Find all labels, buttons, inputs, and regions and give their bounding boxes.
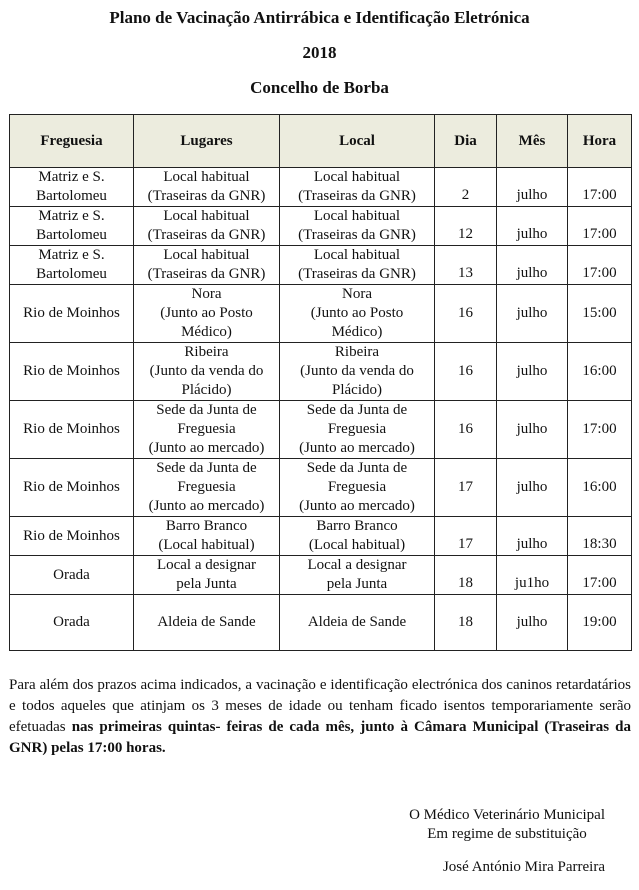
table-row bbox=[10, 595, 632, 651]
cell-lugares bbox=[134, 517, 280, 556]
cell-mes: julho bbox=[497, 459, 568, 517]
cell-lugares-line: Local habitual bbox=[163, 247, 250, 263]
cell-freguesia-line: Rio de Moinhos bbox=[23, 421, 120, 437]
cell-mes: julho bbox=[497, 207, 568, 246]
cell-local bbox=[280, 207, 435, 246]
cell-lugares bbox=[134, 401, 280, 459]
cell-lugares-line: Médico) bbox=[181, 324, 232, 340]
cell-lugares-line: Sede da Junta de bbox=[156, 402, 257, 418]
cell-lugares-line: Local habitual bbox=[163, 208, 250, 224]
cell-lugares-line: (Traseiras da GNR) bbox=[147, 266, 266, 282]
note-paragraph bbox=[9, 675, 631, 759]
table-row bbox=[10, 207, 632, 246]
cell-dia: 18 bbox=[435, 556, 497, 595]
cell-freguesia-line: Bartolomeu bbox=[36, 266, 107, 282]
cell-local-line: pela Junta bbox=[326, 576, 388, 592]
cell-lugares-line: Freguesia bbox=[177, 479, 236, 495]
cell-mes: julho bbox=[497, 246, 568, 285]
cell-freguesia-line: Matriz e S. bbox=[38, 169, 105, 185]
cell-local bbox=[280, 401, 435, 459]
cell-dia: 17 bbox=[435, 459, 497, 517]
cell-local-line: Barro Branco bbox=[316, 518, 398, 534]
table-row bbox=[10, 459, 632, 517]
signature-name: José António Mira Parreira bbox=[442, 859, 605, 875]
cell-freguesia bbox=[10, 246, 134, 285]
cell-freguesia-line: Matriz e S. bbox=[38, 247, 105, 263]
cell-dia: 2 bbox=[435, 168, 497, 207]
signature-role bbox=[409, 806, 605, 844]
cell-local-line: Médico) bbox=[331, 324, 383, 340]
schedule-table bbox=[9, 114, 632, 651]
cell-lugares-line: Barro Branco bbox=[165, 518, 248, 534]
cell-local-line: Local habitual bbox=[313, 247, 401, 263]
cell-local-line: (Junto da venda do bbox=[300, 363, 414, 379]
column-header-lugares: Lugares bbox=[134, 115, 280, 168]
cell-mes: julho bbox=[497, 343, 568, 401]
cell-local-line: Sede da Junta de bbox=[306, 460, 408, 476]
cell-local bbox=[280, 285, 435, 343]
signature-role-line1: O Médico Veterinário Municipal bbox=[409, 807, 605, 823]
cell-local-line: (Traseiras da GNR) bbox=[298, 188, 416, 204]
cell-freguesia-line: Rio de Moinhos bbox=[23, 363, 120, 379]
cell-local-line: (Junto ao Posto bbox=[310, 305, 404, 321]
cell-local-line: Ribeira bbox=[334, 344, 380, 360]
document-title: Plano de Vacinação Antirrábica e Identificação Eletrónica bbox=[109, 8, 530, 27]
cell-freguesia-line: Bartolomeu bbox=[36, 227, 107, 243]
cell-lugares bbox=[134, 459, 280, 517]
cell-mes: julho bbox=[497, 285, 568, 343]
cell-lugares-line: (Junto da venda do bbox=[149, 363, 264, 379]
cell-hora: 17:00 bbox=[568, 556, 632, 595]
cell-dia: 16 bbox=[435, 401, 497, 459]
cell-local-line: Freguesia bbox=[327, 479, 387, 495]
cell-freguesia bbox=[10, 556, 134, 595]
cell-lugares-line: Sede da Junta de bbox=[156, 460, 257, 476]
cell-local bbox=[280, 168, 435, 207]
cell-lugares-line: Plácido) bbox=[181, 382, 232, 398]
cell-local-line: Local habitual bbox=[313, 208, 401, 224]
cell-hora: 17:00 bbox=[568, 168, 632, 207]
cell-hora: 17:00 bbox=[568, 401, 632, 459]
table-header-row bbox=[10, 115, 632, 168]
cell-lugares-line: Local habitual bbox=[163, 169, 250, 185]
cell-local-line: Aldeia de Sande bbox=[307, 614, 407, 630]
cell-lugares-line: Nora bbox=[191, 286, 222, 302]
cell-freguesia-line: Rio de Moinhos bbox=[23, 479, 120, 495]
cell-lugares-line: (Traseiras da GNR) bbox=[147, 227, 266, 243]
cell-hora: 16:00 bbox=[568, 343, 632, 401]
cell-freguesia-line: Matriz e S. bbox=[38, 208, 105, 224]
cell-dia: 16 bbox=[435, 343, 497, 401]
cell-local bbox=[280, 246, 435, 285]
cell-dia: 17 bbox=[435, 517, 497, 556]
cell-freguesia bbox=[10, 207, 134, 246]
cell-local-line: (Junto ao mercado) bbox=[299, 498, 415, 514]
note-text: Para além dos prazos acima indicados, a vacinação e identificação electrónica dos caninos retardatários e todos aqueles que atinjam os 3 meses de idade ou tenham ficado isentos temporariamente serão efetuadas bbox=[9, 677, 631, 735]
cell-freguesia-line: Orada bbox=[53, 614, 90, 630]
cell-local-line: Local habitual bbox=[313, 169, 401, 185]
column-header-local: Local bbox=[280, 115, 435, 168]
table-row bbox=[10, 168, 632, 207]
cell-mes: julho bbox=[497, 595, 568, 651]
cell-lugares-line: (Junto ao Posto bbox=[160, 305, 253, 321]
table-row bbox=[10, 246, 632, 285]
cell-hora: 16:00 bbox=[568, 459, 632, 517]
note-bold-text: nas primeiras quintas- feiras de cada mês, junto à Câmara Municipal (Traseiras da GNR) pelas 17:00 horas. bbox=[9, 719, 631, 756]
cell-lugares-line: Ribeira bbox=[184, 344, 229, 360]
cell-freguesia bbox=[10, 401, 134, 459]
cell-local-line: Freguesia bbox=[327, 421, 387, 437]
cell-freguesia-line: Rio de Moinhos bbox=[23, 305, 120, 321]
cell-mes: julho bbox=[497, 168, 568, 207]
cell-local-line: Plácido) bbox=[332, 382, 382, 398]
cell-lugares bbox=[134, 168, 280, 207]
cell-local-line: Nora bbox=[342, 286, 372, 302]
cell-lugares-line: Aldeia de Sande bbox=[157, 614, 256, 630]
cell-local-line: (Local habitual) bbox=[308, 537, 406, 553]
table-row bbox=[10, 556, 632, 595]
cell-freguesia bbox=[10, 517, 134, 556]
cell-freguesia-line: Bartolomeu bbox=[36, 188, 107, 204]
cell-lugares bbox=[134, 595, 280, 651]
cell-lugares bbox=[134, 556, 280, 595]
cell-local bbox=[280, 556, 435, 595]
cell-lugares-line: Freguesia bbox=[177, 421, 236, 437]
document-subtitle: Concelho de Borba bbox=[250, 78, 389, 97]
cell-local bbox=[280, 343, 435, 401]
column-header-dia: Dia bbox=[435, 115, 497, 168]
cell-dia: 12 bbox=[435, 207, 497, 246]
table-row bbox=[10, 285, 632, 343]
cell-freguesia bbox=[10, 459, 134, 517]
cell-lugares bbox=[134, 207, 280, 246]
cell-local-line: (Traseiras da GNR) bbox=[298, 266, 416, 282]
cell-local-line: (Junto ao mercado) bbox=[299, 440, 415, 456]
cell-hora: 18:30 bbox=[568, 517, 632, 556]
cell-hora: 17:00 bbox=[568, 207, 632, 246]
cell-lugares-line: Local a designar bbox=[156, 557, 257, 573]
cell-local-line: Sede da Junta de bbox=[306, 402, 408, 418]
cell-hora: 15:00 bbox=[568, 285, 632, 343]
column-header-hora: Hora bbox=[568, 115, 632, 168]
cell-freguesia bbox=[10, 343, 134, 401]
document-year: 2018 bbox=[302, 43, 337, 62]
table-row bbox=[10, 343, 632, 401]
cell-hora: 19:00 bbox=[568, 595, 632, 651]
cell-freguesia bbox=[10, 595, 134, 651]
cell-local bbox=[280, 459, 435, 517]
cell-freguesia bbox=[10, 285, 134, 343]
signature-role-line2: Em regime de substituição bbox=[427, 826, 587, 842]
table-row bbox=[10, 401, 632, 459]
cell-lugares-line: (Junto ao mercado) bbox=[148, 440, 265, 456]
cell-freguesia-line: Orada bbox=[53, 566, 90, 583]
table-row bbox=[10, 517, 632, 556]
cell-mes: julho bbox=[497, 517, 568, 556]
cell-dia: 18 bbox=[435, 595, 497, 651]
cell-local bbox=[280, 517, 435, 556]
cell-lugares-line: (Junto ao mercado) bbox=[148, 498, 265, 514]
cell-lugares bbox=[134, 285, 280, 343]
cell-lugares bbox=[134, 246, 280, 285]
cell-lugares-line: (Local habitual) bbox=[158, 537, 255, 553]
cell-lugares-line: pela Junta bbox=[176, 576, 237, 592]
cell-dia: 16 bbox=[435, 285, 497, 343]
cell-lugares-line: (Traseiras da GNR) bbox=[147, 188, 266, 204]
cell-hora: 17:00 bbox=[568, 246, 632, 285]
cell-local bbox=[280, 595, 435, 651]
table-body bbox=[10, 168, 632, 651]
column-header-mes: Mês bbox=[497, 115, 568, 168]
cell-mes: julho bbox=[497, 401, 568, 459]
cell-mes: ju1ho bbox=[497, 556, 568, 595]
cell-lugares bbox=[134, 343, 280, 401]
cell-dia: 13 bbox=[435, 246, 497, 285]
cell-local-line: (Traseiras da GNR) bbox=[298, 227, 416, 243]
column-header-freguesia: Freguesia bbox=[10, 115, 134, 168]
cell-local-line: Local a designar bbox=[307, 557, 407, 573]
cell-freguesia-line: Rio de Moinhos bbox=[23, 527, 120, 544]
cell-freguesia bbox=[10, 168, 134, 207]
